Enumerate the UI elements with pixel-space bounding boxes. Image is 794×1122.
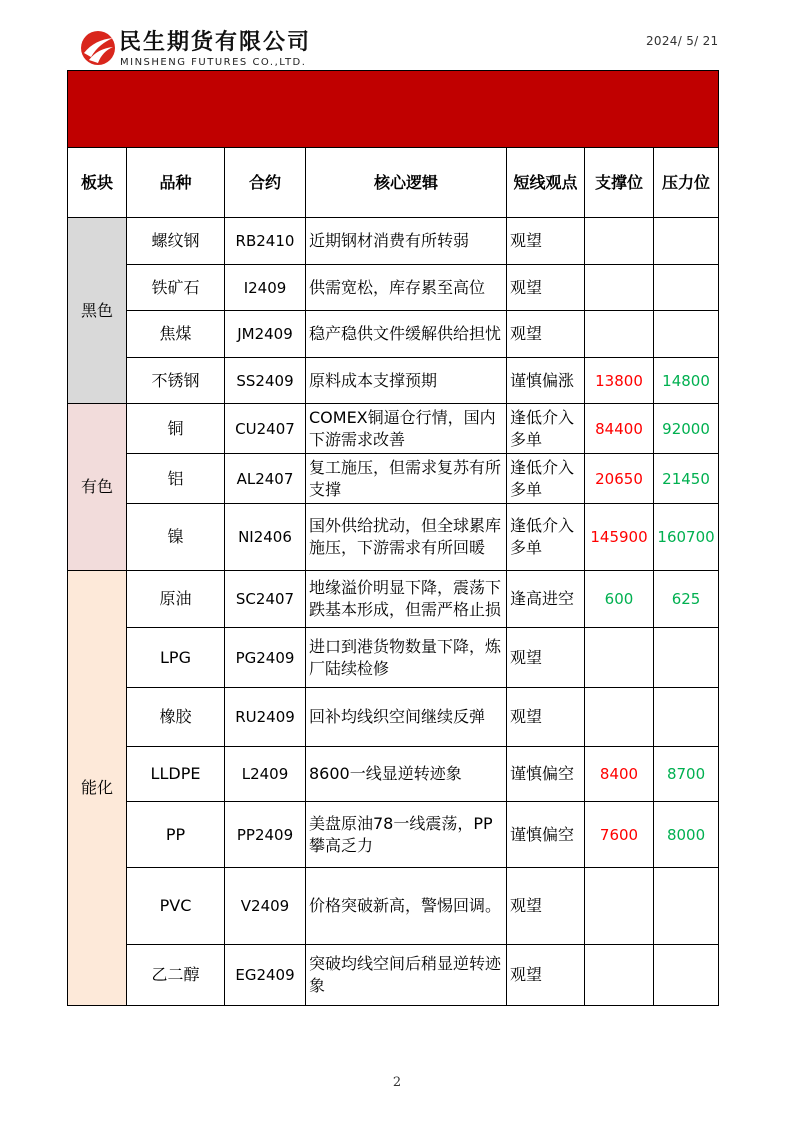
support-cell: 8400 bbox=[585, 747, 654, 802]
minsheng-logo-icon bbox=[80, 30, 116, 66]
table-row bbox=[68, 868, 719, 945]
variety-cell: 镍 bbox=[127, 504, 225, 571]
view-cell: 逢低介入多单 bbox=[507, 454, 585, 504]
resistance-cell: 92000 bbox=[654, 404, 719, 454]
support-cell bbox=[585, 868, 654, 945]
support-cell bbox=[585, 628, 654, 688]
contract-cell: L2409 bbox=[225, 747, 306, 802]
view-cell: 观望 bbox=[507, 218, 585, 265]
resistance-cell bbox=[654, 218, 719, 265]
variety-cell: 铁矿石 bbox=[127, 265, 225, 311]
column-header-contract: 合约 bbox=[225, 148, 306, 218]
contract-cell: JM2409 bbox=[225, 311, 306, 358]
variety-cell: PP bbox=[127, 802, 225, 868]
logic-cell: 近期钢材消费有所转弱 bbox=[306, 218, 507, 265]
contract-cell: CU2407 bbox=[225, 404, 306, 454]
variety-cell: 焦煤 bbox=[127, 311, 225, 358]
table-row bbox=[68, 628, 719, 688]
variety-cell: 铜 bbox=[127, 404, 225, 454]
support-cell bbox=[585, 218, 654, 265]
red-banner bbox=[68, 71, 719, 148]
column-header-view: 短线观点 bbox=[507, 148, 585, 218]
variety-cell: PVC bbox=[127, 868, 225, 945]
variety-cell: 橡胶 bbox=[127, 688, 225, 747]
column-header-support: 支撑位 bbox=[585, 148, 654, 218]
resistance-cell bbox=[654, 688, 719, 747]
column-header-variety: 品种 bbox=[127, 148, 225, 218]
view-cell: 逢低介入多单 bbox=[507, 404, 585, 454]
table-row bbox=[68, 218, 719, 265]
strategy-table bbox=[67, 70, 719, 1006]
table-row bbox=[68, 311, 719, 358]
contract-cell: PP2409 bbox=[225, 802, 306, 868]
sector-cell-nonferrous: 有色 bbox=[68, 404, 127, 571]
contract-cell: V2409 bbox=[225, 868, 306, 945]
variety-cell: 不锈钢 bbox=[127, 358, 225, 404]
support-cell: 600 bbox=[585, 571, 654, 628]
resistance-cell bbox=[654, 311, 719, 358]
contract-cell: SS2409 bbox=[225, 358, 306, 404]
support-cell bbox=[585, 311, 654, 358]
variety-cell: 铝 bbox=[127, 454, 225, 504]
company-name-en: MINSHENG FUTURES CO.,LTD. bbox=[120, 57, 307, 68]
logic-cell: 进口到港货物数量下降，炼厂陆续检修 bbox=[306, 628, 507, 688]
view-cell: 观望 bbox=[507, 311, 585, 358]
variety-cell: 螺纹钢 bbox=[127, 218, 225, 265]
view-cell: 观望 bbox=[507, 868, 585, 945]
view-cell: 谨慎偏空 bbox=[507, 747, 585, 802]
support-cell: 20650 bbox=[585, 454, 654, 504]
view-cell: 逢高进空 bbox=[507, 571, 585, 628]
logic-cell: 突破均线空间后稍显逆转迹象 bbox=[306, 945, 507, 1006]
support-cell: 145900 bbox=[585, 504, 654, 571]
column-header-sector: 板块 bbox=[68, 148, 127, 218]
table-row bbox=[68, 747, 719, 802]
contract-cell: AL2407 bbox=[225, 454, 306, 504]
table-row bbox=[68, 504, 719, 571]
contract-cell: RU2409 bbox=[225, 688, 306, 747]
contract-cell: PG2409 bbox=[225, 628, 306, 688]
support-cell: 13800 bbox=[585, 358, 654, 404]
resistance-cell bbox=[654, 945, 719, 1006]
contract-cell: SC2407 bbox=[225, 571, 306, 628]
contract-cell: I2409 bbox=[225, 265, 306, 311]
table-row bbox=[68, 404, 719, 454]
sector-cell-energy: 能化 bbox=[68, 571, 127, 1006]
table-row bbox=[68, 358, 719, 404]
variety-cell: LPG bbox=[127, 628, 225, 688]
page-number: 2 bbox=[392, 1075, 402, 1090]
sector-cell-black: 黑色 bbox=[68, 218, 127, 404]
table-header-row bbox=[68, 148, 719, 218]
table-row bbox=[68, 802, 719, 868]
column-header-logic: 核心逻辑 bbox=[306, 148, 507, 218]
resistance-cell bbox=[654, 265, 719, 311]
resistance-cell: 14800 bbox=[654, 358, 719, 404]
logic-cell: 供需宽松，库存累至高位 bbox=[306, 265, 507, 311]
banner-row bbox=[68, 71, 719, 148]
view-cell: 逢低介入多单 bbox=[507, 504, 585, 571]
contract-cell: EG2409 bbox=[225, 945, 306, 1006]
support-cell: 84400 bbox=[585, 404, 654, 454]
view-cell: 观望 bbox=[507, 688, 585, 747]
report-date: 2024/ 5/ 21 bbox=[646, 34, 719, 48]
logic-cell: 价格突破新高，警惕回调。 bbox=[306, 868, 507, 945]
table-row bbox=[68, 945, 719, 1006]
resistance-cell: 160700 bbox=[654, 504, 719, 571]
variety-cell: 原油 bbox=[127, 571, 225, 628]
support-cell bbox=[585, 688, 654, 747]
company-name-cn: 民生期货有限公司 bbox=[119, 30, 312, 55]
logic-cell: 原料成本支撑预期 bbox=[306, 358, 507, 404]
view-cell: 观望 bbox=[507, 945, 585, 1006]
resistance-cell: 625 bbox=[654, 571, 719, 628]
support-cell bbox=[585, 265, 654, 311]
resistance-cell bbox=[654, 628, 719, 688]
resistance-cell: 21450 bbox=[654, 454, 719, 504]
variety-cell: 乙二醇 bbox=[127, 945, 225, 1006]
view-cell: 谨慎偏涨 bbox=[507, 358, 585, 404]
logic-cell: 地缘溢价明显下降，震荡下跌基本形成，但需严格止损 bbox=[306, 571, 507, 628]
column-header-resistance: 压力位 bbox=[654, 148, 719, 218]
logic-cell: 美盘原油78一线震荡，PP攀高乏力 bbox=[306, 802, 507, 868]
resistance-cell: 8000 bbox=[654, 802, 719, 868]
view-cell: 观望 bbox=[507, 265, 585, 311]
logic-cell: 稳产稳供文件缓解供给担忧 bbox=[306, 311, 507, 358]
variety-cell: LLDPE bbox=[127, 747, 225, 802]
logic-cell: 国外供给扰动，但全球累库施压，下游需求有所回暖 bbox=[306, 504, 507, 571]
table-row bbox=[68, 688, 719, 747]
logic-cell: 8600一线显逆转迹象 bbox=[306, 747, 507, 802]
contract-cell: RB2410 bbox=[225, 218, 306, 265]
support-cell: 7600 bbox=[585, 802, 654, 868]
table-row bbox=[68, 454, 719, 504]
resistance-cell: 8700 bbox=[654, 747, 719, 802]
logic-cell: COMEX铜逼仓行情，国内下游需求改善 bbox=[306, 404, 507, 454]
contract-cell: NI2406 bbox=[225, 504, 306, 571]
logic-cell: 回补均线织空间继续反弹 bbox=[306, 688, 507, 747]
support-cell bbox=[585, 945, 654, 1006]
logic-cell: 复工施压，但需求复苏有所支撑 bbox=[306, 454, 507, 504]
table-row bbox=[68, 571, 719, 628]
view-cell: 谨慎偏空 bbox=[507, 802, 585, 868]
table-row bbox=[68, 265, 719, 311]
resistance-cell bbox=[654, 868, 719, 945]
view-cell: 观望 bbox=[507, 628, 585, 688]
